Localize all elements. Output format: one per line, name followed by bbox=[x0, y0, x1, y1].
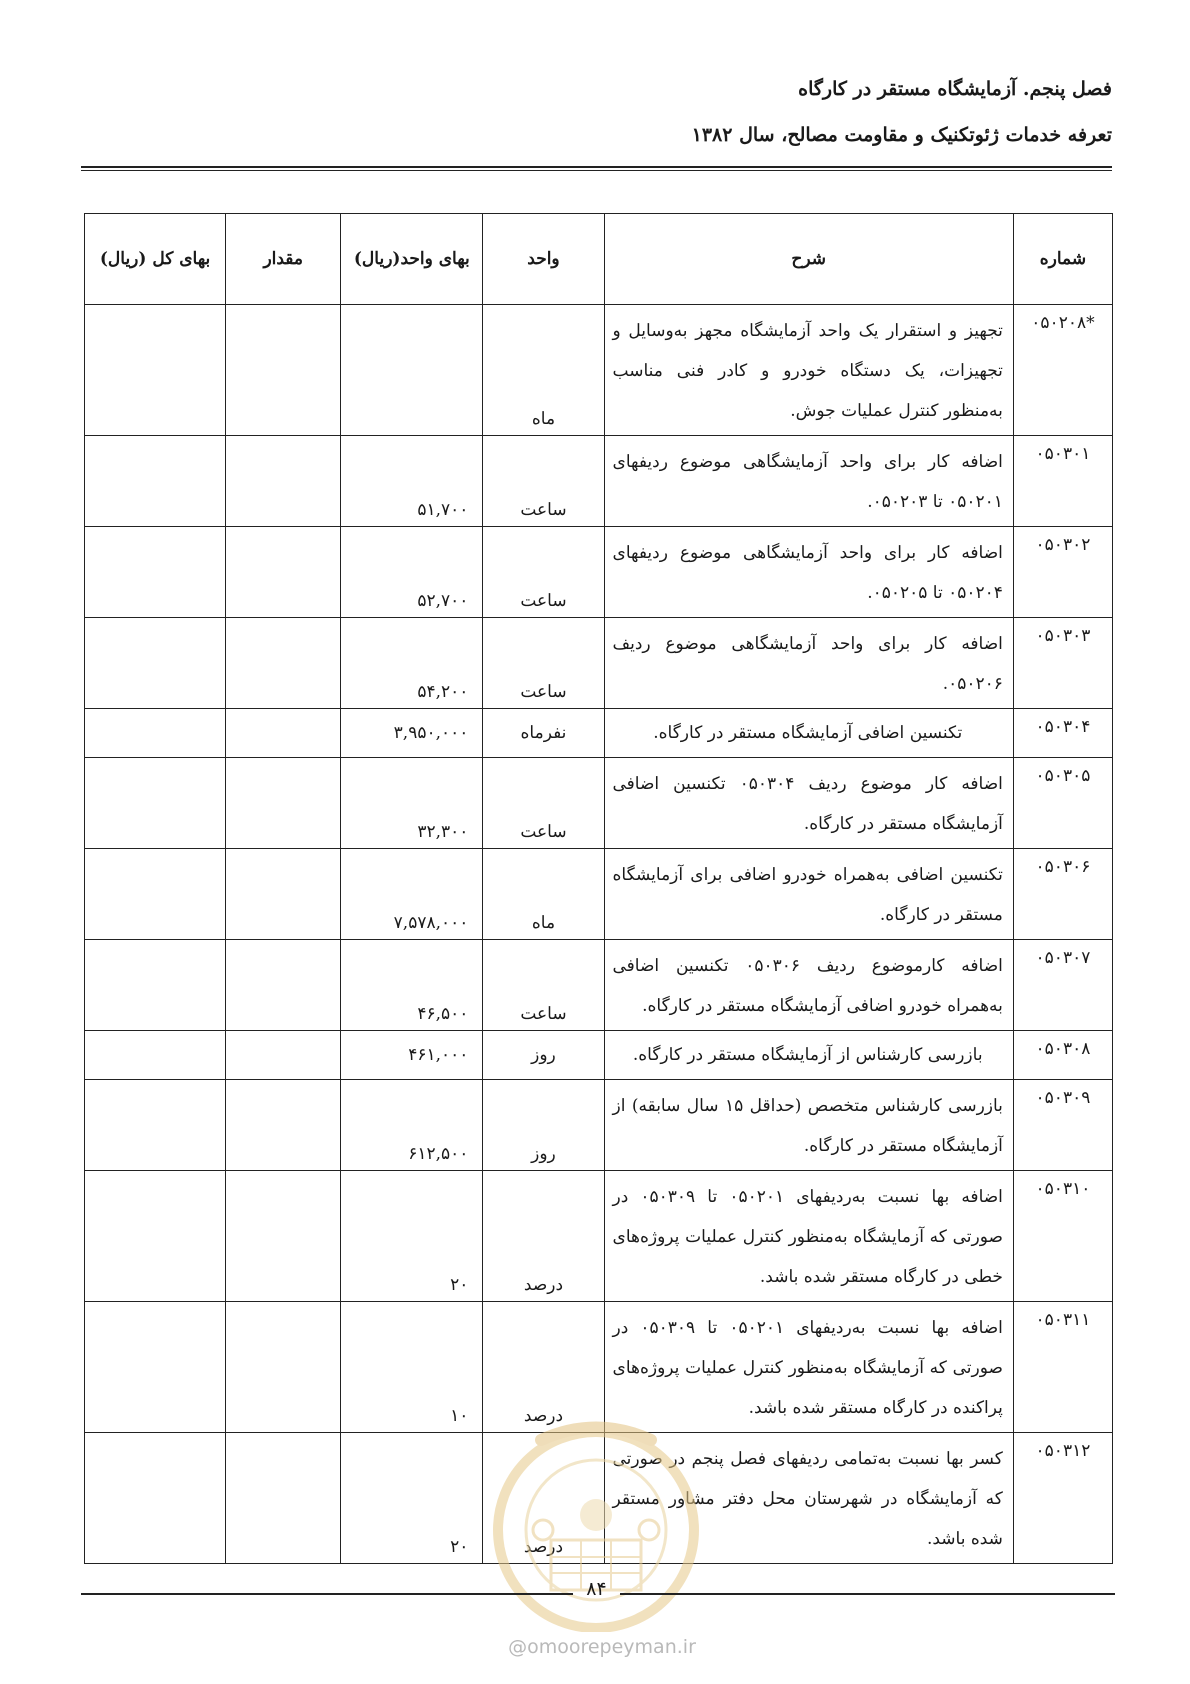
row-unit-price: ۶۱۲,۵۰۰ bbox=[341, 1080, 483, 1171]
row-unit: روز bbox=[483, 1080, 604, 1171]
row-number: ۰۵۰۳۰۳ bbox=[1013, 618, 1112, 709]
row-unit-price: ۳۲,۳۰۰ bbox=[341, 758, 483, 849]
row-unit-price: ۴۶۱,۰۰۰ bbox=[341, 1031, 483, 1080]
table-row bbox=[85, 709, 1113, 758]
header-rule bbox=[81, 166, 1112, 168]
watermark-seal-logo bbox=[481, 1420, 711, 1632]
row-description: کسر بها نسبت به‌تمامی ردیفهای فصل پنجم در صورتی که آزمایشگاه در شهرستان محل دفتر مشاور مستقر شده باشد. bbox=[604, 1433, 1013, 1564]
table-row bbox=[85, 940, 1113, 1031]
page-number: ۸۴ bbox=[586, 1578, 607, 1600]
row-quantity bbox=[226, 1031, 341, 1080]
row-unit: روز bbox=[483, 1031, 604, 1080]
row-quantity bbox=[226, 1171, 341, 1302]
row-total-price bbox=[85, 527, 226, 618]
row-quantity bbox=[226, 618, 341, 709]
footer-rule-left bbox=[81, 1593, 573, 1595]
table-row bbox=[85, 618, 1113, 709]
row-unit-price bbox=[341, 305, 483, 436]
row-total-price bbox=[85, 618, 226, 709]
row-unit: درصد bbox=[483, 1302, 604, 1433]
row-total-price bbox=[85, 849, 226, 940]
table-row bbox=[85, 758, 1113, 849]
row-number: ۰۵۰۳۰۵ bbox=[1013, 758, 1112, 849]
row-unit-price: ۵۱,۷۰۰ bbox=[341, 436, 483, 527]
row-unit-price: ۵۲,۷۰۰ bbox=[341, 527, 483, 618]
row-total-price bbox=[85, 305, 226, 436]
row-number: ۰۵۰۳۰۲ bbox=[1013, 527, 1112, 618]
row-description: تجهیز و استقرار یک واحد آزمایشگاه مجهز به‌وسایل و تجهیزات، یک دستگاه خودرو و کادر فنی مناسب به‌منظور کنترل عملیات جوش. bbox=[604, 305, 1013, 436]
row-number: ۰۵۰۳۰۸ bbox=[1013, 1031, 1112, 1080]
row-total-price bbox=[85, 758, 226, 849]
row-total-price bbox=[85, 436, 226, 527]
row-description: اضافه کار موضوع ردیف ۰۵۰۳۰۴ تکنسین اضافی آزمایشگاه مستقر در کارگاه. bbox=[604, 758, 1013, 849]
tariff-table bbox=[84, 213, 1113, 1564]
row-unit: ساعت bbox=[483, 940, 604, 1031]
row-unit-price: ۴۶,۵۰۰ bbox=[341, 940, 483, 1031]
row-quantity bbox=[226, 709, 341, 758]
row-total-price bbox=[85, 1080, 226, 1171]
row-number: *۰۵۰۲۰۸ bbox=[1013, 305, 1112, 436]
row-unit: درصد bbox=[483, 1433, 604, 1564]
header-description: شرح bbox=[604, 214, 1013, 305]
row-number: ۰۵۰۳۱۱ bbox=[1013, 1302, 1112, 1433]
row-quantity bbox=[226, 305, 341, 436]
row-unit-price: ۱۰ bbox=[341, 1302, 483, 1433]
row-number: ۰۵۰۳۱۲ bbox=[1013, 1433, 1112, 1564]
row-quantity bbox=[226, 1302, 341, 1433]
header-unit-price: بهای واحد(ریال) bbox=[341, 214, 483, 305]
row-unit: ماه bbox=[483, 849, 604, 940]
row-quantity bbox=[226, 436, 341, 527]
row-description: اضافه کار برای واحد آزمایشگاهی موضوع ردیف ۰۵۰۲۰۶. bbox=[604, 618, 1013, 709]
row-description: اضافه کار برای واحد آزمایشگاهی موضوع ردیفهای ۰۵۰۲۰۱ تا ۰۵۰۲۰۳. bbox=[604, 436, 1013, 527]
header-total-price: بهای کل (ریال) bbox=[85, 214, 226, 305]
table-row bbox=[85, 849, 1113, 940]
table-row bbox=[85, 436, 1113, 527]
row-description: اضافه بها نسبت به‌ردیفهای ۰۵۰۲۰۱ تا ۰۵۰۳۰۹ در صورتی که آزمایشگاه به‌منظور کنترل عملیات پروژه‌های خطی در کارگاه مستقر شده باشد. bbox=[604, 1171, 1013, 1302]
row-total-price bbox=[85, 709, 226, 758]
header-rule-thin bbox=[81, 170, 1112, 171]
row-unit: ساعت bbox=[483, 527, 604, 618]
row-description: بازرسی کارشناس متخصص (حداقل ۱۵ سال سابقه) از آزمایشگاه مستقر در کارگاه. bbox=[604, 1080, 1013, 1171]
row-description: بازرسی کارشناس از آزمایشگاه مستقر در کارگاه. bbox=[604, 1031, 1013, 1080]
row-total-price bbox=[85, 1031, 226, 1080]
row-number: ۰۵۰۳۱۰ bbox=[1013, 1171, 1112, 1302]
row-unit: ساعت bbox=[483, 758, 604, 849]
row-description: اضافه بها نسبت به‌ردیفهای ۰۵۰۲۰۱ تا ۰۵۰۳۰۹ در صورتی که آزمایشگاه به‌منظور کنترل عملیات پروژه‌های پراکنده در کارگاه مستقر شده باشد. bbox=[604, 1302, 1013, 1433]
row-quantity bbox=[226, 940, 341, 1031]
table-row bbox=[85, 527, 1113, 618]
row-unit-price: ۲۰ bbox=[341, 1433, 483, 1564]
row-number: ۰۵۰۳۰۷ bbox=[1013, 940, 1112, 1031]
row-number: ۰۵۰۳۰۹ bbox=[1013, 1080, 1112, 1171]
row-unit: ساعت bbox=[483, 618, 604, 709]
row-number: ۰۵۰۳۰۴ bbox=[1013, 709, 1112, 758]
table-row bbox=[85, 1302, 1113, 1433]
row-total-price bbox=[85, 1302, 226, 1433]
row-quantity bbox=[226, 1433, 341, 1564]
row-unit: ماه bbox=[483, 305, 604, 436]
row-quantity bbox=[226, 527, 341, 618]
row-unit: درصد bbox=[483, 1171, 604, 1302]
row-total-price bbox=[85, 940, 226, 1031]
row-unit-price: ۳,۹۵۰,۰۰۰ bbox=[341, 709, 483, 758]
row-description: اضافه کار برای واحد آزمایشگاهی موضوع ردیفهای ۰۵۰۲۰۴ تا ۰۵۰۲۰۵. bbox=[604, 527, 1013, 618]
table-row bbox=[85, 305, 1113, 436]
row-description: تکنسین اضافی به‌همراه خودرو اضافی برای آزمایشگاه مستقر در کارگاه. bbox=[604, 849, 1013, 940]
row-number: ۰۵۰۳۰۱ bbox=[1013, 436, 1112, 527]
tariff-title: تعرفه خدمات ژئوتکنیک و مقاومت مصالح، سال ۱۳۸۲ bbox=[691, 124, 1112, 146]
row-number: ۰۵۰۳۰۶ bbox=[1013, 849, 1112, 940]
row-quantity bbox=[226, 758, 341, 849]
header-unit: واحد bbox=[483, 214, 604, 305]
header-number: شماره bbox=[1013, 214, 1112, 305]
table-row bbox=[85, 1031, 1113, 1080]
table-row bbox=[85, 1080, 1113, 1171]
footer-rule-right bbox=[620, 1593, 1115, 1595]
table-header-row bbox=[85, 214, 1113, 305]
chapter-title: فصل پنجم. آزمایشگاه مستقر در کارگاه bbox=[798, 78, 1112, 100]
row-total-price bbox=[85, 1433, 226, 1564]
row-quantity bbox=[226, 849, 341, 940]
row-unit-price: ۷,۵۷۸,۰۰۰ bbox=[341, 849, 483, 940]
row-unit: ساعت bbox=[483, 436, 604, 527]
table-row bbox=[85, 1171, 1113, 1302]
row-description: تکنسین اضافی آزمایشگاه مستقر در کارگاه. bbox=[604, 709, 1013, 758]
row-unit-price: ۲۰ bbox=[341, 1171, 483, 1302]
row-quantity bbox=[226, 1080, 341, 1171]
watermark-url: @omoorepeyman.ir bbox=[508, 1636, 696, 1658]
row-description: اضافه کارموضوع ردیف ۰۵۰۳۰۶ تکنسین اضافی به‌همراه خودرو اضافی آزمایشگاه مستقر در کارگاه. bbox=[604, 940, 1013, 1031]
row-unit-price: ۵۴,۲۰۰ bbox=[341, 618, 483, 709]
row-unit: نفرماه bbox=[483, 709, 604, 758]
header-quantity: مقدار bbox=[226, 214, 341, 305]
row-total-price bbox=[85, 1171, 226, 1302]
